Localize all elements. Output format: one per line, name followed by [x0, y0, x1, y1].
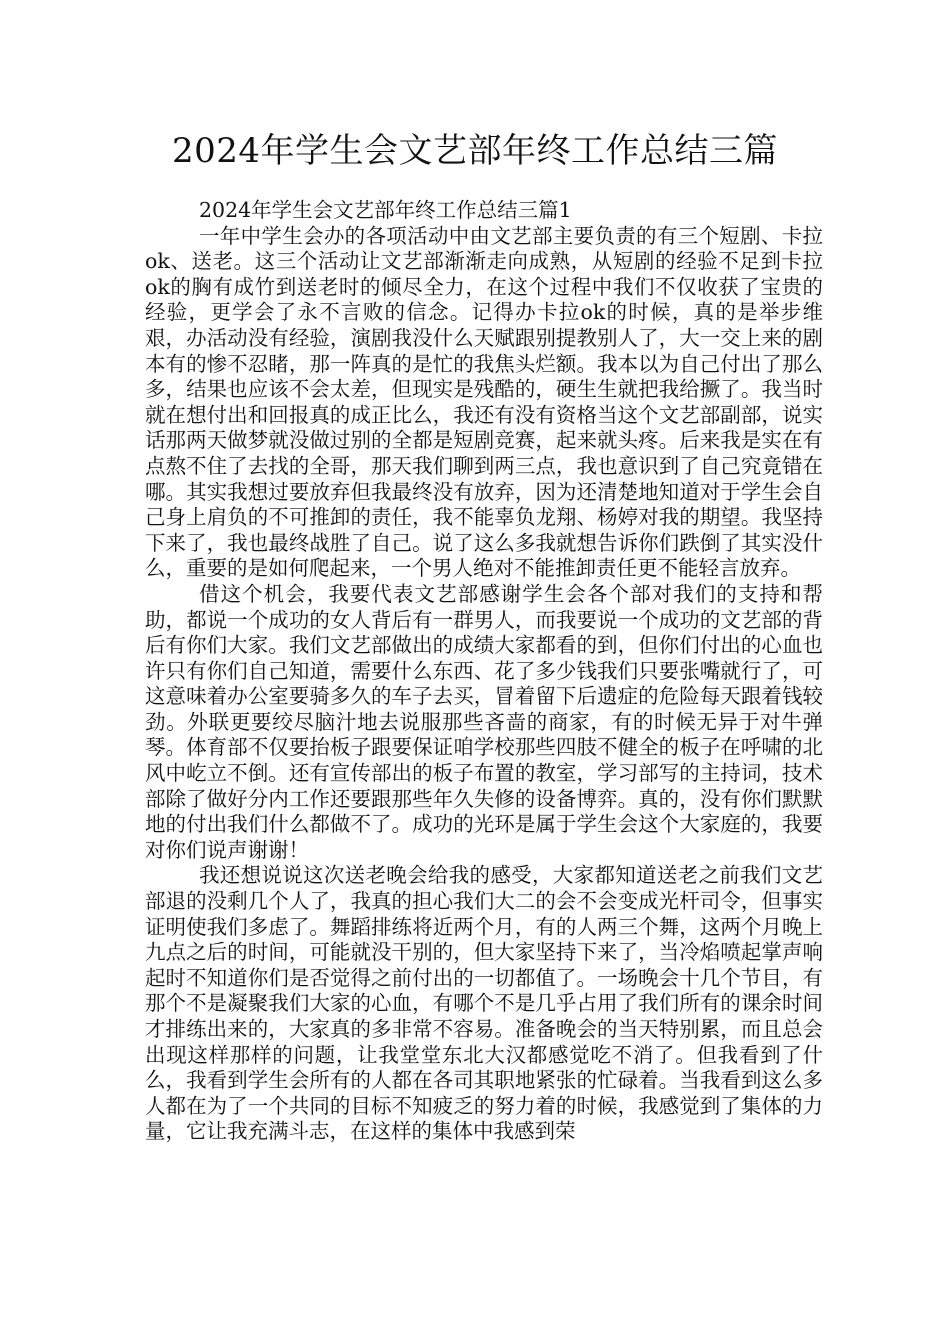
document-body — [145, 198, 823, 1145]
section-heading: 2024年学生会文艺部年终工作总结三篇1 — [199, 198, 572, 222]
paragraph-1: 一年中学生会办的各项活动中由文艺部主要负责的有三个短剧、卡拉ok、送老。这三个活动让文艺部渐渐走向成熟，从短剧的经验不足到卡拉ok的胸有成竹到送老时的倾尽全力，在这个过程中我们不仅收获了宝贵的经验，更学会了永不言败的信念。记得办卡拉ok的时候，真的是举步维艰，办活动没有经验，演剧我没什么天赋跟别提教别人了，大一交上来的剧本有的惨不忍睹，那一阵真的是忙的我焦头烂额。我本以为自己付出了那么多，结果也应该不会太差，但现实是残酷的，硬生生就把我给撅了。我当时就在想付出和回报真的成正比么，我还有没有资格当这个文艺部副部，说实话那两天做梦就没做过别的全都是短剧竞赛，起来就头疼。后来我是实在有点熬不住了去找的全哥，那天我们聊到两三点，我也意识到了自己究竟错在哪。其实我想过要放弃但我最终没有放弃，因为还清楚地知道对于学生会自己身上肩负的不可推卸的责任，我不能辜负龙翔、杨婷对我的期望。我坚持下来了，我也最终战胜了自己。说了这么多我就想告诉你们跌倒了其实没什么，重要的是如何爬起来，一个男人绝对不能推卸责任更不能轻言放弃。 — [145, 223, 823, 581]
paragraph-2: 借这个机会，我要代表文艺部感谢学生会各个部对我们的支持和帮助，都说一个成功的女人背后有一群男人，而我要说一个成功的文艺部的背后有你们大家。我们文艺部做出的成绩大家都看的到，但你们付出的心血也许只有你们自己知道，需要什么东西、花了多少钱我们只要张嘴就行了，可这意味着办公室要骑多久的车子去买，冒着留下后遗症的危险每天跟着钱较劲。外联更要绞尽脑汁地去说服那些吝啬的商家，有的时候无异于对牛弹琴。体育部不仅要抬板子跟要保证咱学校那些四肢不健全的板子在呼啸的北风中屹立不倒。还有宣传部出的板子布置的教室，学习部写的主持词，技术部除了做好分内工作还要跟那些年久失修的设备博弈。真的，没有你们默默地的付出我们什么都做不了。成功的光环是属于学生会这个大家庭的，我要对你们说声谢谢！ — [145, 581, 823, 862]
document-title: 2024年学生会文艺部年终工作总结三篇 — [171, 131, 779, 171]
paragraph-3: 我还想说说这次送老晚会给我的感受，大家都知道送老之前我们文艺部退的没剩几个人了，我真的担心我们大二的会不会变成光杆司令，但事实证明使我们多虑了。舞蹈排练将近两个月，有的人两三个舞，这两个月晚上九点之后的时间，可能就没干别的，但大家坚持下来了，当冷焰喷起掌声响起时不知道你们是否觉得之前付出的一切都值了。一场晚会十几个节目，有那个不是凝聚我们大家的心血，有哪个不是几乎占用了我们所有的课余时间才排练出来的，大家真的多非常不容易。准备晚会的当天特别累，而且总会出现这样那样的问题，让我堂堂东北大汉都感觉吃不消了。但我看到了什么，我看到学生会所有的人都在各司其职地紧张的忙碌着。当我看到这么多人都在为了一个共同的目标不知疲乏的努力着的时候，我感觉到了集体的力量，它让我充满斗志，在这样的集体中我感到荣 — [145, 863, 823, 1144]
